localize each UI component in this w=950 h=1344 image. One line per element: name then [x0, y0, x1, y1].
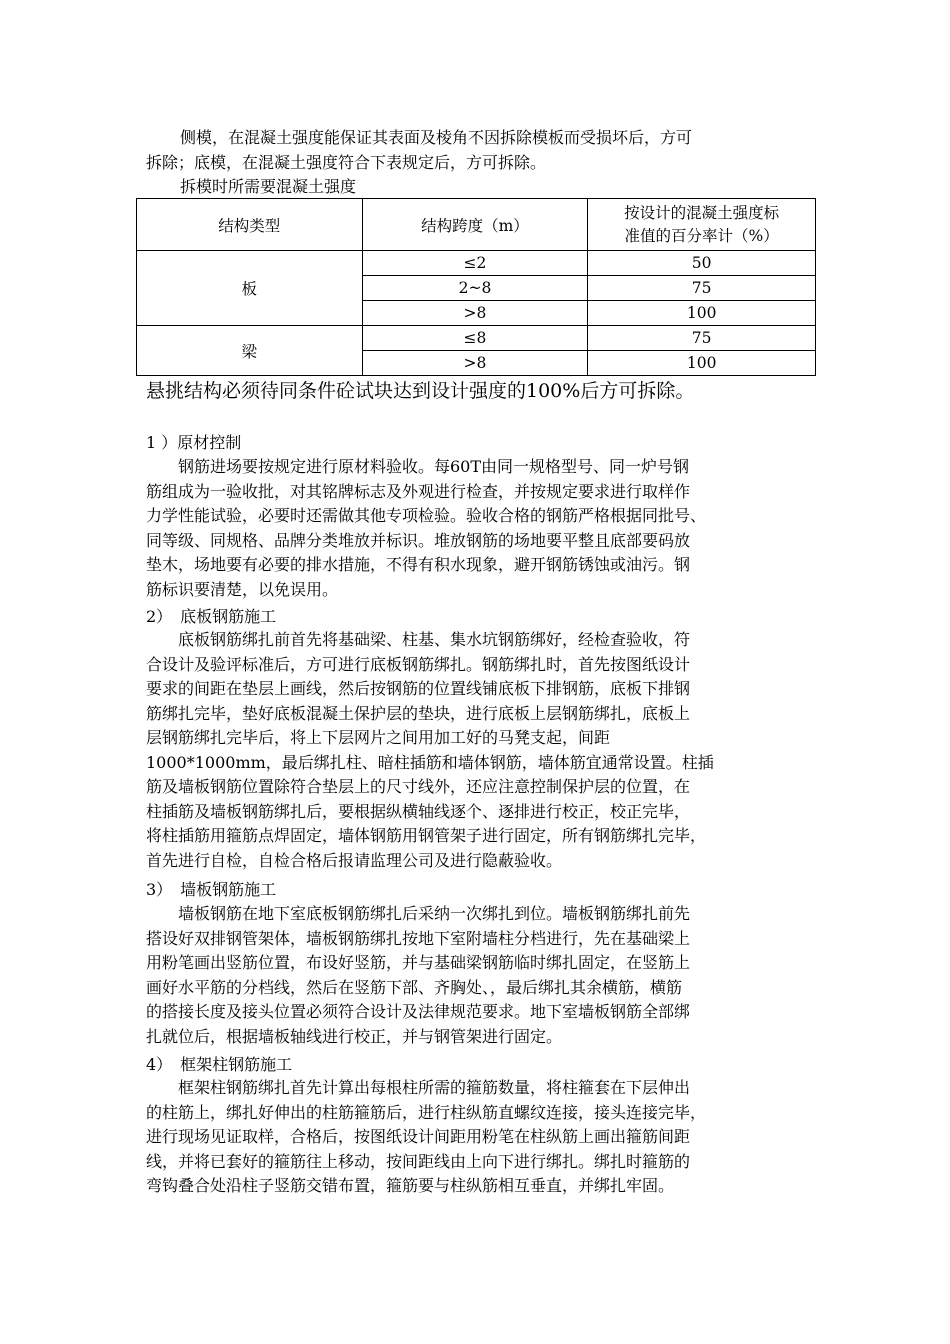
span-cell: >8 [362, 301, 588, 326]
table-header-row [137, 199, 816, 251]
body-line: 将柱插筋用箍筋点焊固定，墙体钢筋用钢管架子进行固定，所有钢筋绑扎完毕， [146, 826, 707, 845]
body-line: 框架柱钢筋绑扎首先计算出每根柱所需的箍筋数量，将柱箍套在下层伸出 [146, 1078, 691, 1097]
percent-cell: 50 [588, 251, 816, 276]
percent-cell: 100 [588, 351, 816, 376]
intro-line: 拆除；底模，在混凝土强度符合下表规定后，方可拆除。 [146, 152, 547, 172]
table-row [137, 251, 816, 276]
body-line: 合设计及验评标准后，方可进行底板钢筋绑扎。钢筋绑扎时，首先按图纸设计 [146, 654, 691, 674]
body-line: 柱插筋及墙板钢筋绑扎后，要根据纵横轴线逐个、逐排进行校正，校正完毕， [146, 801, 691, 821]
body-line: 墙板钢筋在地下室底板钢筋绑扎后采纳一次绑扎到位。墙板钢筋绑扎前先 [146, 904, 691, 923]
span-cell: 2~8 [362, 276, 588, 301]
body-line: 首先进行自检，自检合格后报请监理公司及进行隐蔽验收。 [146, 850, 563, 870]
header-cell [588, 199, 816, 251]
body-line: 同等级、同规格、品牌分类堆放并标识。堆放钢筋的场地要平整且底部要码放 [146, 530, 691, 550]
percent-cell: 75 [588, 326, 816, 351]
body-line: 筋标识要清楚，以免误用。 [146, 579, 339, 599]
section-body [146, 628, 808, 873]
body-line: 用粉笔画出竖筋位置，布设好竖筋，并与基础梁钢筋临时绑扎固定，在竖筋上 [146, 953, 691, 972]
section-heading: 4） 框架柱钢筋施工 [146, 1055, 293, 1074]
body-line: 筋及墙板钢筋位置除符合垫层上的尺寸线外，还应注意控制保护层的位置，在 [146, 777, 691, 796]
intro-paragraph [146, 126, 808, 200]
body-line: 1000*1000mm，最后绑扎柱、暗柱插筋和墙体钢筋，墙体筋宜通常设置。柱插 [146, 752, 714, 772]
body-line: 进行现场见证取样，合格后，按图纸设计间距用粉笔在柱纵筋上画出箍筋间距 [146, 1127, 691, 1146]
header-cell-line: 按设计的混凝土强度标 [624, 203, 780, 222]
section-heading: 2） 底板钢筋施工 [146, 607, 277, 626]
body-line: 底板钢筋绑扎前首先将基础梁、柱基、集水坑钢筋绑好，经检查验收，符 [146, 630, 691, 649]
structure-type-cell: 板 [137, 251, 363, 326]
body-line: 垫木，场地要有必要的排水措施，不得有积水现象，避开钢筋锈蚀或油污。钢 [146, 555, 691, 574]
body-line: 弯钩叠合处沿柱子竖筋交错布置，箍筋要与柱纵筋相互垂直，并绑扎牢固。 [146, 1176, 675, 1195]
body-line: 钢筋进场要按规定进行原材料验收。每60T由同一规格型号、同一炉号钢 [146, 457, 690, 476]
body-line: 线，并将已套好的箍筋往上移动，按间距线由上向下进行绑扎。绑扎时箍筋的 [146, 1151, 691, 1171]
section-body [146, 1076, 808, 1199]
body-line: 的柱筋上，绑扎好伸出的柱筋箍筋后，进行柱纵筋直螺纹连接，接头连接完毕， [146, 1102, 707, 1122]
intro-line: 侧模，在混凝土强度能保证其表面及棱角不因拆除模板而受损坏后，方可 [180, 128, 693, 147]
span-cell: ≤8 [362, 326, 588, 351]
body-line: 搭设好双排钢管架体，墙板钢筋绑扎按地下室附墙柱分档进行，先在基础梁上 [146, 928, 691, 948]
section-body [146, 455, 808, 602]
structure-type-cell: 梁 [137, 326, 363, 376]
body-line: 画好水平筋的分档线，然后在竖筋下部、齐胸处、，最后绑扎其余横筋，横筋 [146, 977, 683, 997]
span-cell: >8 [362, 351, 588, 376]
section-heading: 3） 墙板钢筋施工 [146, 880, 277, 899]
percent-cell: 100 [588, 301, 816, 326]
body-line: 力学性能试验，必要时还需做其他专项检验。验收合格的钢筋严格根据同批号、 [146, 506, 707, 525]
table-row [137, 326, 816, 351]
body-line: 筋组成为一验收批，对其铭牌标志及外观进行检查，并按规定要求进行取样作 [146, 481, 691, 501]
header-cell: 结构类型 [137, 199, 363, 251]
header-cell-line: 准值的百分率计（%） [624, 226, 779, 245]
header-cell: 结构跨度（m） [362, 199, 588, 251]
percent-cell: 75 [588, 276, 816, 301]
body-line: 要求的间距在垫层上画线，然后按钢筋的位置线铺底板下排钢筋，底板下排钢 [146, 679, 691, 698]
section-heading: 1 ）原材控制 [146, 433, 242, 452]
body-line: 的搭接长度及接头位置必须符合设计及法律规范要求。地下室墙板钢筋全部绑 [146, 1002, 691, 1021]
table-caption: 拆模时所需要混凝土强度 [180, 177, 357, 196]
span-cell: ≤2 [362, 251, 588, 276]
cantilever-note: 悬挑结构必须待同条件砼试块达到设计强度的100%后方可拆除。 [146, 380, 695, 402]
body-line: 扎就位后，根据墙板轴线进行校正，并与钢管架进行固定。 [146, 1026, 563, 1046]
section-body [146, 902, 808, 1049]
body-line: 层钢筋绑扎完毕后，将上下层网片之间用加工好的马凳支起，间距 [146, 728, 611, 747]
body-line: 筋绑扎完毕，垫好底板混凝土保护层的垫块，进行底板上层钢筋绑扎，底板上 [146, 703, 691, 723]
strength-table [136, 198, 816, 376]
